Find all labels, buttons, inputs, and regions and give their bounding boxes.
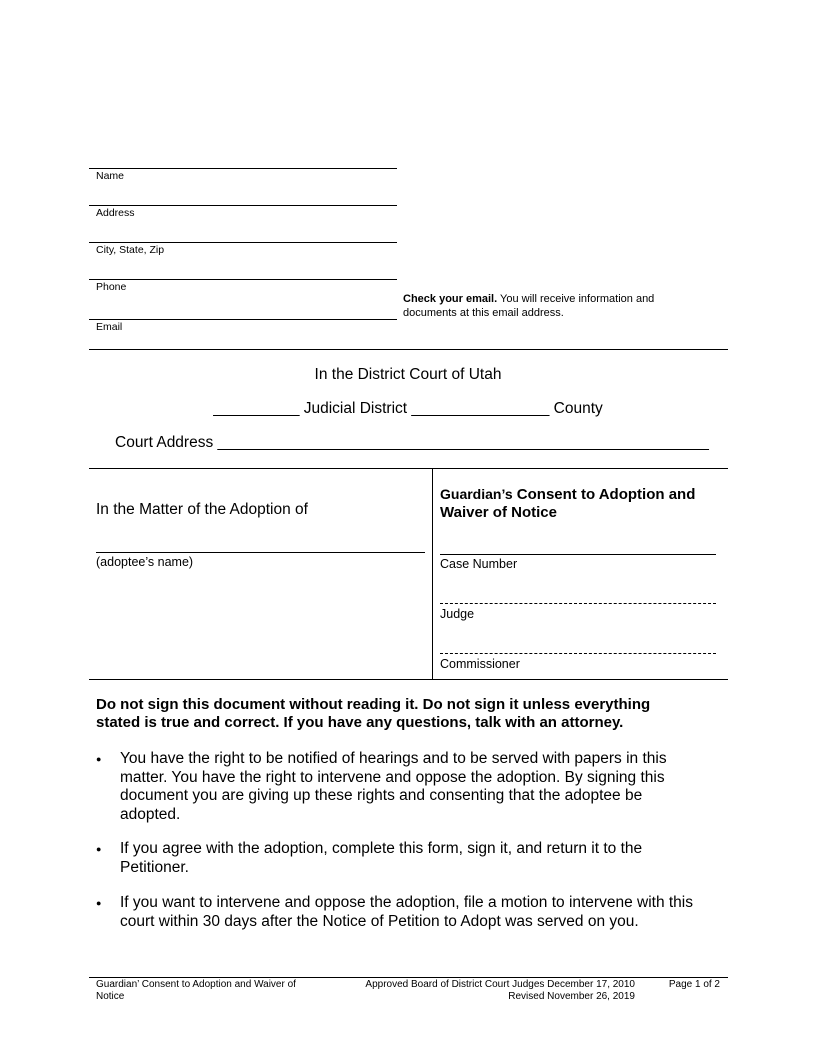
court-title: In the District Court of Utah	[314, 366, 502, 383]
footer-approval-line1: Approved Board of District Court Judges December 17, 2010	[365, 979, 635, 990]
footer-approval	[330, 979, 635, 1003]
name-line[interactable]	[89, 168, 397, 169]
case-number-line[interactable]	[440, 554, 716, 555]
bullet-line: matter. You have the right to intervene and oppose the adoption. By signing this	[120, 768, 665, 786]
judge-label: Judge	[440, 607, 475, 621]
footer-approval-line2: Revised November 26, 2019	[508, 991, 635, 1002]
adoptee-name-line[interactable]	[96, 552, 425, 553]
email-note-line1: You will receive information and	[497, 293, 655, 305]
bullet-text	[120, 894, 720, 931]
bullet-line: adopted.	[120, 805, 181, 823]
bullet-icon: ●	[96, 754, 102, 764]
email-note	[403, 292, 723, 320]
warning-text	[96, 696, 736, 732]
city-state-zip-label: City, State, Zip	[96, 244, 165, 256]
bullet-line: You have the right to be notified of hearings and to be served with papers in this	[120, 750, 667, 767]
header-divider	[89, 349, 728, 350]
footer-page-number: Page 1 of 2	[668, 979, 720, 990]
bullet-line: document you are giving up these rights and consenting that the adoptee be	[120, 787, 643, 804]
name-label: Name	[96, 170, 125, 182]
bullet-line: Petitioner.	[120, 858, 189, 876]
phone-line[interactable]	[89, 279, 397, 280]
bullet-text	[120, 750, 720, 824]
caption-top-border	[89, 468, 728, 469]
footer-form-title-line1: Guardian’ Consent to Adoption and Waiver of	[96, 979, 296, 990]
caption-divider	[432, 468, 433, 680]
footer-form-title	[96, 979, 336, 1003]
warning-line1: Do not sign this document without reading it. Do not sign it unless everything	[96, 696, 651, 713]
district-county-line[interactable]: __________ Judicial District ________________ County	[213, 400, 603, 417]
adoptee-name-label: (adoptee’s name)	[96, 555, 194, 569]
phone-label: Phone	[96, 281, 127, 293]
judge-line[interactable]	[440, 603, 716, 604]
document-title-rest: Consent to Adoption and	[512, 486, 696, 503]
commissioner-line[interactable]	[440, 653, 716, 654]
footer-form-title-line2: Notice	[96, 991, 125, 1002]
commissioner-label: Commissioner	[440, 657, 520, 671]
footer-divider	[89, 977, 728, 978]
court-address-line[interactable]: Court Address _________________________________________________________	[115, 434, 709, 451]
email-label: Email	[96, 321, 123, 333]
document-title-line2: Waiver of Notice	[440, 504, 557, 521]
address-label: Address	[96, 207, 135, 219]
bullet-line: If you want to intervene and oppose the adoption, file a motion to intervene with this	[120, 894, 694, 911]
bullet-line: If you agree with the adoption, complete this form, sign it, and return it to the	[120, 840, 643, 857]
caption-bottom-border	[89, 679, 728, 680]
document-title	[440, 485, 730, 522]
case-number-label: Case Number	[440, 557, 518, 571]
address-line[interactable]	[89, 205, 397, 206]
bullet-icon: ●	[96, 844, 102, 854]
bullet-line: court within 30 days after the Notice of Petition to Adopt was served on you.	[120, 912, 639, 930]
document-title-guardian: Guardian’s	[440, 486, 513, 502]
email-line[interactable]	[89, 319, 397, 320]
warning-line2: stated is true and correct. If you have any questions, talk with an attorney.	[96, 714, 624, 731]
bullet-text	[120, 840, 720, 877]
city-state-zip-line[interactable]	[89, 242, 397, 243]
bullet-icon: ●	[96, 898, 102, 908]
email-note-line2: documents at this email address.	[403, 307, 564, 319]
email-note-bold: Check your email.	[403, 293, 498, 305]
matter-text: In the Matter of the Adoption of	[96, 501, 308, 518]
